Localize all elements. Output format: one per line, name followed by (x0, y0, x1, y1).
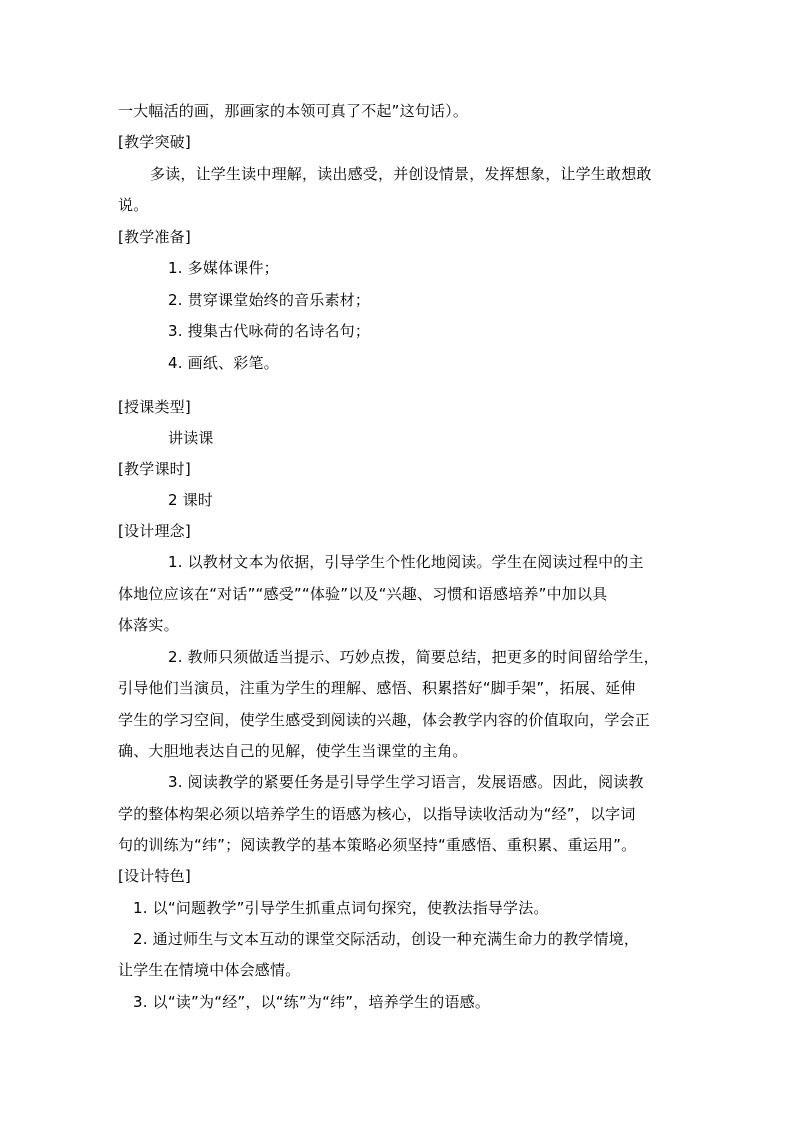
feature-item-2-line-1: 2. 通过师生与文本互动的课堂交际活动，创设一种充满生命力的教学情境， (133, 930, 640, 948)
breakthrough-text-line-1: 多读，让学生读中理解，读出感受，并创设情景，发挥想象，让学生敢想敢 (150, 165, 652, 183)
lesson-type-value: 讲读课 (168, 429, 214, 447)
preparation-item: 3. 搜集古代咏荷的名诗名句； (168, 322, 371, 340)
concept-p2-line: 2. 教师只须做适当提示、巧妙点拨，简要总结，把更多的时间留给学生， (168, 648, 659, 666)
concept-p3-line: 学的整体构架必须以培养学生的语感为核心，以指导读收活动为“经”，以字词 (118, 805, 636, 823)
preparation-heading: [教学准备] (118, 228, 191, 246)
concept-p1-line: 体落实。 (118, 616, 179, 634)
concept-p3-line: 3. 阅读教学的紧要任务是引导学生学习语言，发展语感。因此，阅读教 (168, 773, 644, 791)
feature-item-2-line-2: 让学生在情境中体会感情。 (118, 961, 301, 979)
design-concept-heading: [设计理念] (118, 522, 191, 540)
breakthrough-text-line-2: 说。 (118, 196, 149, 214)
concept-p1-line: 1. 以教材文本为依据，引导学生个性化地阅读。学生在阅读过程中的主 (168, 553, 644, 571)
lesson-hours-heading: [教学课时] (118, 460, 191, 478)
design-features-heading: [设计特色] (118, 867, 191, 885)
lesson-type-heading: [授课类型] (118, 398, 191, 416)
concept-p2-line: 确、大胆地表达自己的见解，使学生当课堂的主角。 (118, 742, 468, 760)
lesson-hours-value: 2 课时 (168, 491, 214, 509)
concept-p1-line: 体地位应该在“对话”“感受”“体验”以及“兴趣、习惯和语感培养”中加以具 (118, 585, 608, 603)
preparation-item: 4. 画纸、彩笔。 (168, 354, 279, 372)
intro-tail-line: 一大幅活的画，那画家的本领可真了不起”这句话）。 (118, 102, 469, 120)
preparation-item: 1. 多媒体课件； (168, 259, 279, 277)
breakthrough-heading: [教学突破] (118, 133, 191, 151)
concept-p3-line: 句的训练为“纬”；阅读教学的基本策略必须坚持“重感悟、重积累、重运用”。 (118, 836, 637, 854)
preparation-item: 2. 贯穿课堂始终的音乐素材； (168, 291, 371, 309)
concept-p2-line: 学生的学习空间，使学生感受到阅读的兴趣，体会教学内容的价值取向，学会正 (118, 711, 651, 729)
feature-item-1: 1. 以“问题教学”引导学生抓重点词句探究，使教法指导学法。 (133, 899, 549, 917)
concept-p2-line: 引导他们当演员，注重为学生的理解、感悟、积累搭好“脚手架”，拓展、延伸 (118, 679, 636, 697)
feature-item-3: 3. 以“读”为“经”，以“练”为“纬”，培养学生的语感。 (133, 993, 491, 1011)
